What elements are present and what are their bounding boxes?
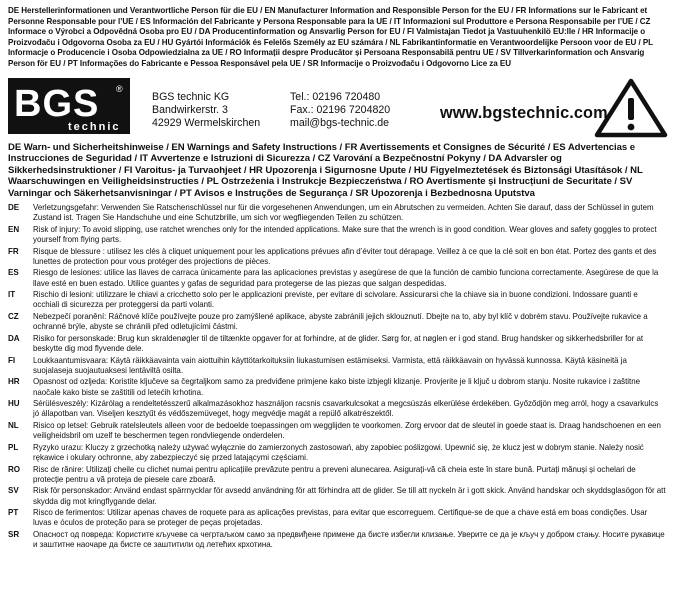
language-code: PT [8,508,19,518]
language-code: IT [8,290,16,300]
company-contacts [290,91,390,130]
language-code: ES [8,268,19,278]
registered-mark: ® [116,84,123,94]
warning-row-nl [8,421,666,443]
phone-number: Tel.: 02196 720480 [290,91,381,103]
warning-text: Risico op letsel: Gebruik ratelsleutels alleen voor de bedoelde toepassingen om wegglijden te voorkomen. Zorg ervoor dat de sleutel in goede staat is. Draag handschoenen en een veiligheidsbril om uzelf te beschermen tegen rondvliegende onderdelen. [33,420,661,441]
warning-text: Risc de rănire: Utilizați cheile cu clichet numai pentru aplicațiile prevăzute pentru a preveni alunecarea. Asigurați-vă că cheia este în stare bună. Purtați mănuși și ochelari de protecție pentru a vă proteja de piesele care zboară. [33,464,636,484]
warning-text: Verletzungsgefahr: Verwenden Sie Ratschenschlüssel nur für die vorgesehenen Anwendungen, um ein Abrutschen zu vermeiden. Achten Sie darauf, dass der Schlüssel in gutem Zustand ist. Tragen Sie Handschuhe und eine Schutzbrille, um sich vor wegfliegenden Teilen zu schützen. [33,203,654,223]
warning-row-hr [8,377,666,399]
warning-row-cz [8,312,666,334]
warning-text: Riesgo de lesiones: utilice las llaves de carraca únicamente para las aplicaciones previstas y asegúrese de que la función de cambio funciona correctamente. Asegúrese de que la llave esté en buen estado. Utilice guantes y gafas de seguridad para protegerse de las piezas que salgan despedidas. [33,268,659,288]
company-name: BGS technic KG [152,91,230,103]
language-code: HR [8,377,20,387]
company-block [8,72,666,138]
language-code: DA [8,333,20,343]
language-code: SR [8,529,20,539]
warning-text: Rischio di lesioni: utilizzare le chiavi a cricchetto solo per le applicazioni previste, per evitare di scivolare. Assicurarsi che la chiave sia in buone condizioni. Indossare guanti e occhiali di sicurezza per proteggersi da parti volanti. [33,290,638,310]
language-code: DE [8,203,20,212]
company-city: 42929 Wermelskirchen [152,117,261,129]
logo-sub-text: technic [68,121,121,133]
language-code: RO [8,464,21,474]
bgs-logo-graphic [8,78,130,134]
language-code: FR [8,246,19,256]
warning-row-sv [8,486,666,508]
warning-row-de [8,203,666,225]
warning-text: Nebezpečí poranění: Ráčnové klíče používejte pouze pro zamýšlené aplikace, abyste zabránili jejich sklouznutí. Dbejte na to, aby byl klíč v dobrém stavu. Používejte rukavice a ochranné brýle, abyste se chránili před odletujícími částmi. [33,311,648,332]
language-code: PL [8,442,19,452]
warning-row-da [8,334,666,356]
warning-text: Risk of injury: To avoid slipping, use ratchet wrenches only for the intended applications. Make sure that the wrench is in good condition. Wear gloves and safety goggles to protect yourself from flying parts. [33,224,657,244]
warning-row-en [8,225,666,247]
language-code: FI [8,355,16,365]
manufacturer-info-heading: DE Herstellerinformationen und Verantwortliche Person für die EU / EN Manufacturer Information and Responsible Person for the EU / FR Informations sur le Fabricant et Personne Responsable pour l’UE / ES Información del Fabricante y Persona Responsable para la UE / IT Informazioni sul Produttore e Persona Responsabile per l’UE / CZ Informace o Výrobci a Odpovědná Osoba pro EU / DA Producentinformation og Ansvarlig Person for EU / FI Valmistajan Tiedot ja Vastuuhenkilö EU:lle / HR Informacije o Proizvođaču i Odgovorna Osoba za EU / HU Gyártói Információk és Felelős Személy az EU számára / NL Fabrikantinformatie en Verantwoordelijke Persoon voor de EU / PL Informacje o Producencie i Osoba Odpowiedzialna za UE / RO Informații despre Producător și Persoana Responsabilă pentru UE / SV Tillverkarinformation och Ansvarig Person för EU / PT Informações do Fabricante e Pessoa Responsável pela UE / SR Informacije o Proizvođaču i Odgovorno Lice za EU [8,6,653,68]
warning-text: Risk för personskador: Använd endast spärrnycklar för avsedd användning för att förhindra att de glider. Se till att nyckeln är i gott skick. Använd handskar och skyddsglasögon för att skydda dig mot kringflygande delar. [33,486,666,506]
warning-row-hu [8,399,666,421]
warning-row-es [8,268,666,290]
warnings-list [8,203,666,552]
language-code: NL [8,420,19,430]
fax-number: Fax.: 02196 7204820 [290,104,391,116]
warning-text: Опасност од повреда: Користите кључеве са чегртаљком само за предвиђене примене да бисте избегли клизање. Уверите се да је кључ у добром стању. Носите рукавице и заштитне наочаре да бисте се заштитили од летећих крхотина. [33,529,665,550]
warning-text: Risco de ferimentos: Utilizar apenas chaves de roquete para as aplicações previstas, para evitar que escorreguem. Certifique-se de que a chave está em boas condições. Usar luvas e óculos de proteção para se proteger de peças projetadas. [33,508,648,528]
language-code: HU [8,399,20,409]
language-code: SV [8,486,19,496]
email-address: mail@bgs-technic.de [290,117,390,129]
warning-row-pt [8,508,666,530]
warning-row-fi [8,356,666,378]
warning-text: Sérülésveszély: Kizárólag a rendeltetésszerű alkalmazásokhoz használjon racsnis csavarkulcsokat a megcsúszás elkerülése érdekében. Győződjön meg arról, hogy a csavarkulcs jó állapotban van. Viseljen kesztyűt és védőszemüveget, hogy megvédje magát a repülő alkatrészektől. [33,399,659,419]
company-street: Bandwirkerstr. 3 [152,104,228,116]
warning-row-ro [8,465,666,487]
warning-row-fr [8,247,666,269]
logo-text: BGS [14,83,100,125]
warning-row-sr [8,530,666,552]
warning-text: Opasnost od ozljeda: Koristite ključeve sa čegrtaljkom samo za predviđene primjene kako biste izbjegli klizanje. Provjerite je li ključ u dobrom stanju. Nosite rukavice i zaštitne naočale kako biste se zaštitili od letećih krhotina. [33,377,641,397]
language-code: EN [8,224,20,234]
bgs-logo [8,78,130,134]
website-url: www.bgstechnic.com [440,104,608,122]
company-address [152,91,260,130]
warning-triangle-icon [594,78,668,138]
warning-text: Risiko for personskade: Brug kun skraldenøgler til de tiltænkte opgaver for at forhindre, at de glider. Sørg for, at nøglen er i god stand. Brug handsker og sikkerhedsbriller for at beskytte dig mod flyvende dele. [33,333,644,353]
warning-text: Risque de blessure : utilisez les clés à cliquet uniquement pour les applications prévues afin d’éviter tout dérapage. Veillez à ce que la clé soit en bon état. Portez des gants et des lunettes de protection pour vous protéger des projections de pièces. [33,246,657,266]
warning-row-it [8,290,666,312]
warning-text: Loukkaantumisvaara: Käytä räikkäavainta vain aiottuihin käyttötarkoituksiin liukastumisen estämiseksi. Varmista, että räikkäavain on hyvässä kunnossa. Käytä käsineitä ja suojalaseja suojautuaksesi lentäviltä osilta. [33,355,627,375]
warning-text: Ryzyko urazu: Kluczy z grzechotką należy używać wyłącznie do zamierzonych zastosowań, aby zapobiec poślizgowi. Upewnić się, że klucz jest w dobrym stanie. Należy nosić rękawice i okulary ochronne, aby zabezpieczyć się przed latającymi częściami. [33,442,644,462]
warnings-heading: DE Warn- und Sicherheitshinweise / EN Warnings and Safety Instructions / FR Avertissements et Consignes de Sécurité / ES Advertencias e Instrucciones de Seguridad / IT Avvertenze e Istruzioni di Sicurezza / CZ Varování a Bezpečnostní Pokyny / DA Advarsler og Sikkerhedsinstruktioner / FI Varoitus- ja Turvaohjeet / HR Upozorenja i Sigurnosne Upute / HU Figyelmeztetések és Biztonsági Utasítások / NL Waarschuwingen en Veiligheidsinstructies / PL Ostrzeżenia i Instrukcje Bezpieczeństwa / RO Avertismente și Instrucțiuni de Securitate / SV Varningar och Säkerhetsanvisningar / PT Avisos e Instruções de Segurança / SR Upozorenja i Bezbednosna Uputstva [8,142,643,199]
language-code: CZ [8,311,19,321]
warning-row-pl [8,443,666,465]
